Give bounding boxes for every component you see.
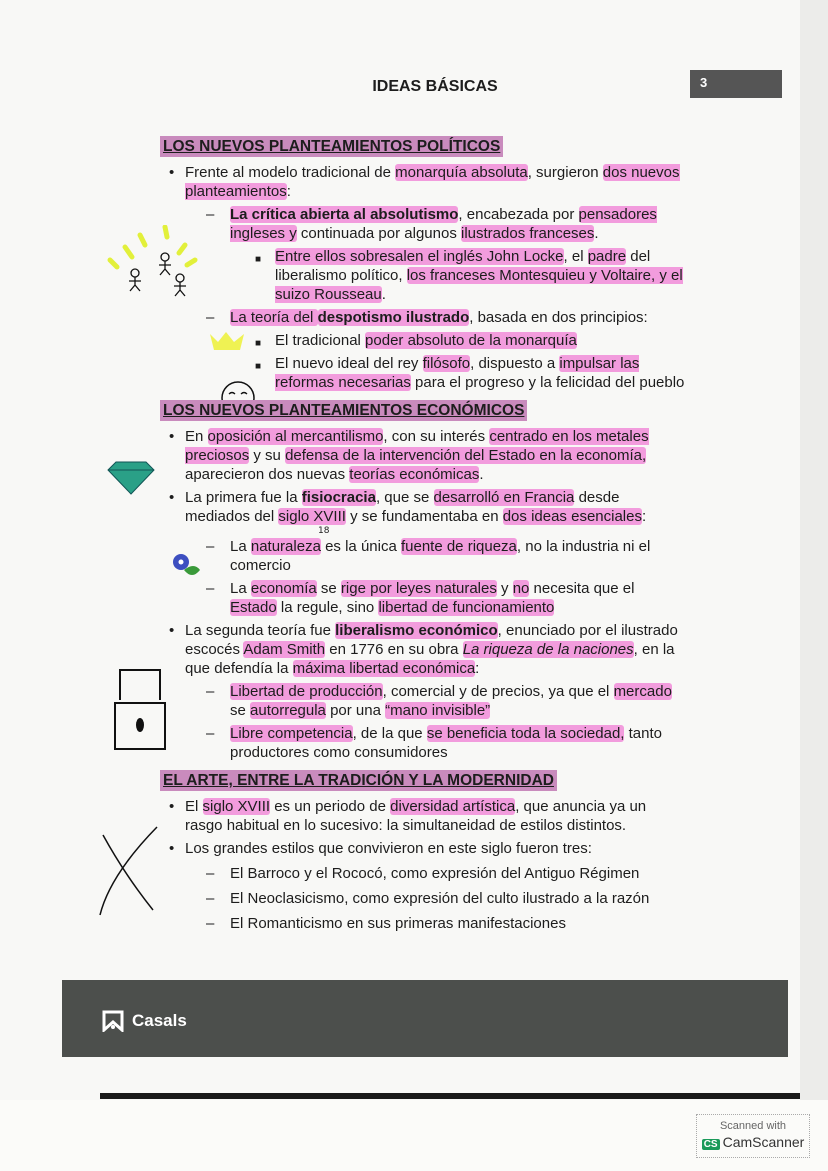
camscanner-watermark: [696, 1114, 810, 1158]
text-segment: , basada en dos principios:: [469, 309, 648, 326]
bullet-item: [169, 797, 685, 835]
camscanner-icon: CS: [703, 1139, 718, 1150]
text-segment: El tradicional: [275, 332, 366, 349]
text-segment: Los grandes estilos que convivieron en este siglo fueron tres:: [185, 840, 592, 857]
dash-item: [206, 579, 685, 617]
text-segment: desde mediados del: [185, 489, 620, 525]
highlighted-text: fisiocracia: [301, 489, 376, 506]
highlighted-text: filósofo: [422, 355, 471, 372]
text-segment: Frente al modelo tradicional de: [185, 164, 396, 181]
text-segment: El Barroco y el Rococó, como expresión del Antiguo Régimen: [230, 865, 640, 882]
text-segment: aparecieron dos nuevas: [185, 466, 350, 483]
sub-bullet-item: [255, 354, 685, 392]
dash-item: [206, 205, 685, 243]
list-marker: –: [206, 915, 215, 932]
dash-item: [206, 914, 685, 933]
list-marker: •: [169, 840, 175, 857]
highlighted-text: no: [512, 580, 530, 597]
text-segment: , dispuesto a: [470, 355, 560, 372]
text-segment: , comercial y de precios, ya que el: [382, 683, 614, 700]
bullet-item: [169, 621, 685, 678]
highlighted-text: monarquía absoluta: [395, 164, 528, 181]
section-heading: [160, 400, 527, 421]
text-segment: En: [185, 428, 208, 445]
text-segment: , el: [563, 248, 588, 265]
section-heading: [160, 770, 557, 791]
text-segment: por una: [325, 702, 386, 719]
watermark-line1: Scanned with: [719, 1120, 787, 1132]
list-marker: –: [206, 309, 215, 326]
highlighted-text: La teoría del: [230, 309, 318, 326]
highlighted-text: La crítica abierta al absolutismo: [230, 206, 459, 223]
list-marker: –: [206, 890, 215, 907]
text-segment: se: [230, 702, 251, 719]
highlighted-text: “mano invisible”: [385, 702, 491, 719]
highlighted-text: economía: [250, 580, 317, 597]
sub-bullet-item: [255, 247, 685, 304]
text-segment: La: [230, 580, 251, 597]
text-segment: :: [475, 660, 480, 677]
text-segment: necesita que el: [529, 580, 635, 597]
text-segment: .: [479, 466, 484, 483]
bullet-item: [169, 839, 685, 858]
list-marker: •: [169, 164, 175, 181]
highlighted-text: Libertad de producción: [230, 683, 383, 700]
footer-bar: [62, 980, 788, 1057]
list-marker: ■: [255, 338, 262, 349]
highlighted-text: poder absoluto de la monarquía: [365, 332, 577, 349]
text-segment: EL ARTE, ENTRE LA TRADICIÓN Y LA MODERNIDAD: [163, 772, 554, 789]
text-segment: para el progreso y la felicidad del pueblo: [410, 374, 685, 391]
highlighted-text: liberalismo económico: [335, 622, 498, 639]
text-segment: , que se: [375, 489, 434, 506]
highlighted-text: La riqueza de la naciones: [462, 641, 634, 658]
highlighted-text: oposición al mercantilismo: [207, 428, 384, 445]
highlighted-text: autorregula: [250, 702, 326, 719]
highlighted-text: los franceses Montesquieu y Voltaire, y el suizo Rousseau: [275, 267, 683, 303]
casals-logo-icon: [102, 1010, 124, 1032]
text-segment: , con su interés: [383, 428, 490, 445]
highlighted-text: dos ideas esenciales: [502, 508, 642, 525]
highlighted-text: desarrolló en Francia: [433, 489, 575, 506]
highlighted-text: centrado en los metales preciosos: [185, 428, 649, 464]
text-segment: :: [641, 508, 647, 525]
highlighted-text: Entre ellos sobresalen el inglés John Locke: [275, 248, 564, 265]
brand-name: Casals: [132, 1011, 187, 1030]
highlighted-text: Adam Smith: [243, 641, 326, 658]
text-segment: en 1776 en su obra: [325, 641, 463, 658]
text-segment: El Romanticismo en sus primeras manifestaciones: [230, 915, 566, 932]
list-marker: •: [169, 428, 175, 445]
text-segment: se: [316, 580, 341, 597]
highlighted-text: teorías económicas: [349, 466, 480, 483]
highlighted-text: máxima libertad económica: [292, 660, 476, 677]
casals-logo: [102, 1010, 187, 1032]
text-segment: , encabezada por: [458, 206, 579, 223]
list-marker: –: [206, 538, 215, 555]
annotation-18: 18: [318, 526, 330, 536]
bullet-item: [169, 427, 685, 484]
text-segment: El Neoclasicismo, como expresión del culto ilustrado a la razón: [230, 890, 650, 907]
text-segment: y: [496, 580, 513, 597]
dash-item: [206, 526, 685, 575]
highlighted-text: se beneficia toda la sociedad,: [426, 725, 625, 742]
highlighted-text: Estado: [230, 599, 277, 616]
list-marker: •: [169, 622, 175, 639]
text-segment: :: [286, 183, 291, 200]
list-marker: –: [206, 580, 215, 597]
list-marker: •: [169, 798, 175, 815]
dash-item: [206, 724, 685, 762]
highlighted-text: diversidad artística: [390, 798, 516, 815]
highlighted-text: naturaleza: [250, 538, 321, 555]
text-segment: y su: [249, 447, 286, 464]
text-segment: es un periodo de: [270, 798, 391, 815]
list-marker: –: [206, 206, 215, 223]
text-segment: tanto productores como consumidores: [230, 725, 662, 761]
highlighted-text: impulsar las reformas necesarias: [275, 355, 640, 391]
text-segment: es la única: [320, 538, 401, 555]
scan-shadow-line: [100, 1093, 800, 1099]
dash-item: [206, 864, 685, 883]
page-title: IDEAS BÁSICAS: [372, 78, 498, 95]
text-segment: , enunciado por el ilustrado escocés: [185, 622, 678, 658]
highlighted-text: pensadores ingleses y: [230, 206, 657, 242]
paper-edge: [800, 0, 828, 1100]
bullet-item: [169, 488, 685, 526]
list-marker: ■: [255, 361, 262, 372]
text-segment: La segunda teoría fue: [185, 622, 336, 639]
text-segment: , no la industria ni el comercio: [230, 538, 651, 574]
text-segment: LOS NUEVOS PLANTEAMIENTOS ECONÓMICOS: [163, 402, 525, 419]
highlighted-text: libertad de funcionamiento: [378, 599, 555, 616]
highlighted-text: ilustrados franceses: [461, 225, 595, 242]
list-marker: –: [206, 683, 215, 700]
highlighted-text: Libre competencia: [230, 725, 353, 742]
text-segment: , surgieron: [527, 164, 603, 181]
text-segment: .: [381, 286, 386, 303]
highlighted-text: rige por leyes naturales: [340, 580, 497, 597]
highlighted-text: defensa de la intervención del Estado en la economía,: [285, 447, 647, 464]
list-marker: –: [206, 865, 215, 882]
text-segment: , que anuncia ya un rasgo habitual en lo sucesivo: la simultaneidad de estilos distintos.: [185, 798, 647, 834]
text-segment: continuada por algunos: [296, 225, 461, 242]
dash-item: [206, 889, 685, 908]
highlighted-text: siglo XVIII: [278, 508, 346, 525]
page-number: 3: [690, 70, 782, 98]
dash-item: [206, 308, 685, 327]
highlighted-text: mercado: [613, 683, 672, 700]
list-marker: ■: [255, 254, 262, 265]
text-segment: El: [185, 798, 203, 815]
section-heading: [160, 136, 503, 157]
text-segment: , en la que defendía la: [185, 641, 675, 677]
text-segment: .: [594, 225, 599, 242]
text-segment: La primera fue la: [185, 489, 302, 506]
highlighted-text: despotismo ilustrado: [317, 309, 470, 326]
watermark-name: CamScanner: [722, 1134, 805, 1150]
text-segment: El nuevo ideal del rey: [275, 355, 423, 372]
dash-item: [206, 682, 685, 720]
highlighted-text: padre: [587, 248, 627, 265]
highlighted-text: fuente de riqueza: [400, 538, 517, 555]
text-segment: la regule, sino: [276, 599, 379, 616]
list-marker: •: [169, 489, 175, 506]
list-marker: –: [206, 725, 215, 742]
text-segment: y se fundamentaba en: [345, 508, 503, 525]
bullet-item: [169, 163, 685, 201]
content: [0, 136, 720, 933]
text-segment: , de la que: [352, 725, 427, 742]
text-segment: del liberalismo político,: [275, 248, 651, 284]
text-segment: La: [230, 538, 251, 555]
highlighted-text: dos nuevos planteamientos: [185, 164, 680, 200]
sub-bullet-item: [255, 331, 685, 350]
highlighted-text: siglo XVIII: [202, 798, 271, 815]
text-segment: LOS NUEVOS PLANTEAMIENTOS POLÍTICOS: [163, 138, 501, 155]
